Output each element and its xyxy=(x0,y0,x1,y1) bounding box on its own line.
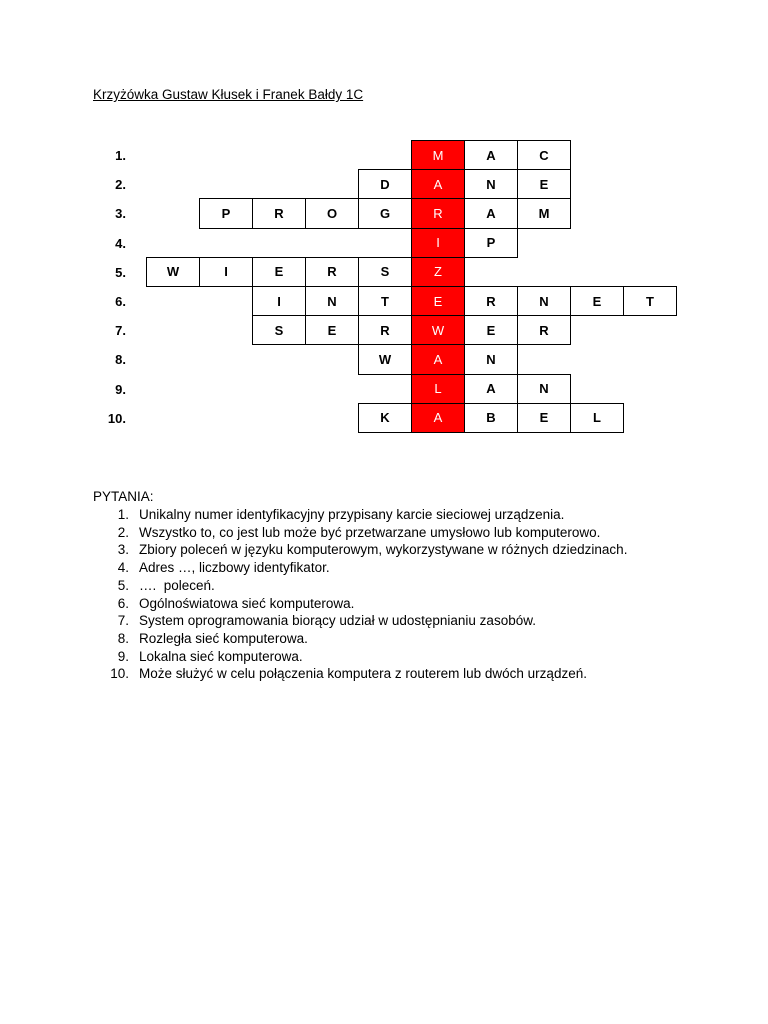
crossword-cell: P xyxy=(464,228,518,258)
crossword-key-cell: L xyxy=(411,374,465,404)
question-number: 2. xyxy=(117,524,129,540)
question-item xyxy=(93,506,627,524)
crossword-key-cell: A xyxy=(411,344,465,374)
crossword-cell: R xyxy=(252,198,306,228)
crossword-cell: R xyxy=(305,257,359,287)
crossword-cell: E xyxy=(517,169,571,199)
question-number: 8. xyxy=(117,630,129,646)
question-text: …. poleceń. xyxy=(139,577,215,593)
row-number: 2. xyxy=(115,177,126,193)
question-item xyxy=(93,577,627,595)
crossword-cell: E xyxy=(252,257,306,287)
question-text: Wszystko to, co jest lub może być przetwarzane umysłowo lub komputerowo. xyxy=(139,524,601,540)
crossword-cell: G xyxy=(358,198,412,228)
crossword-cell: E xyxy=(464,315,518,345)
crossword-cell: R xyxy=(464,286,518,316)
question-number: 10. xyxy=(110,666,129,682)
question-item xyxy=(93,648,627,666)
crossword-key-cell: I xyxy=(411,228,465,258)
crossword-cell: C xyxy=(517,140,571,170)
crossword-cell: R xyxy=(358,315,412,345)
crossword-cell: O xyxy=(305,198,359,228)
row-number: 6. xyxy=(115,294,126,309)
crossword-key-cell: R xyxy=(411,198,465,228)
row-number: 1. xyxy=(115,148,126,163)
question-number: 4. xyxy=(117,560,129,576)
question-text: Może służyć w celu połączenia komputera z routerem lub dwóch urządzeń. xyxy=(139,666,587,682)
row-number: 5. xyxy=(115,264,126,280)
row-number: 7. xyxy=(115,323,126,339)
crossword-cell: T xyxy=(623,286,677,316)
crossword-cell: W xyxy=(146,257,200,287)
question-list xyxy=(93,506,627,683)
question-number: 1. xyxy=(117,507,129,522)
row-number: 4. xyxy=(115,235,126,251)
crossword-key-cell: M xyxy=(411,140,465,170)
question-text: System oprogramowania biorący udział w udostępnianiu zasobów. xyxy=(139,613,536,629)
question-item xyxy=(93,559,627,577)
crossword-cell: S xyxy=(358,257,412,287)
row-number: 10. xyxy=(107,410,126,426)
question-item xyxy=(93,595,627,613)
crossword-grid xyxy=(0,0,768,460)
row-number: 3. xyxy=(115,206,126,222)
crossword-cell: K xyxy=(358,403,412,433)
crossword-cell: D xyxy=(358,169,412,199)
crossword-cell: T xyxy=(358,286,412,316)
crossword-cell: B xyxy=(464,403,518,433)
crossword-cell: A xyxy=(464,374,518,404)
questions-section xyxy=(93,488,627,683)
question-number: 9. xyxy=(117,648,129,664)
crossword-cell: E xyxy=(570,286,624,316)
crossword-key-cell: W xyxy=(411,315,465,345)
crossword-cell: E xyxy=(517,403,571,433)
crossword-cell: A xyxy=(464,140,518,170)
crossword-key-cell: A xyxy=(411,169,465,199)
questions-heading: PYTANIA: xyxy=(93,489,154,504)
question-item xyxy=(93,524,627,542)
question-number: 3. xyxy=(117,542,129,558)
question-item xyxy=(93,630,627,648)
crossword-cell: E xyxy=(305,315,359,345)
question-text: Ogólnoświatowa sieć komputerowa. xyxy=(139,595,355,611)
question-number: 5. xyxy=(117,577,129,593)
crossword-cell: I xyxy=(199,257,253,287)
crossword-key-cell: Z xyxy=(411,257,465,287)
question-text: Lokalna sieć komputerowa. xyxy=(139,648,303,664)
row-number: 8. xyxy=(115,352,126,368)
question-text: Rozległa sieć komputerowa. xyxy=(139,630,308,646)
crossword-cell: N xyxy=(464,169,518,199)
question-item xyxy=(93,612,627,630)
crossword-cell: I xyxy=(252,286,306,316)
question-number: 7. xyxy=(117,613,129,629)
crossword-cell: A xyxy=(464,198,518,228)
question-text: Adres …, liczbowy identyfikator. xyxy=(139,560,330,576)
crossword-cell: N xyxy=(305,286,359,316)
crossword-key-cell: E xyxy=(411,286,465,316)
crossword-cell: L xyxy=(570,403,624,433)
page-title: Krzyżówka Gustaw Kłusek i Franek Bałdy 1C xyxy=(93,87,364,102)
question-item xyxy=(93,665,627,683)
crossword-cell: N xyxy=(517,286,571,316)
question-text: Zbiory poleceń w języku komputerowym, wykorzystywane w różnych dziedzinach. xyxy=(139,542,628,558)
crossword-cell: N xyxy=(517,374,571,404)
crossword-cell: N xyxy=(464,344,518,374)
question-number: 6. xyxy=(117,595,129,611)
question-item xyxy=(93,541,627,559)
question-text: Unikalny numer identyfikacyjny przypisany karcie sieciowej urządzenia. xyxy=(139,507,565,522)
crossword-cell: W xyxy=(358,344,412,374)
crossword-cell: P xyxy=(199,198,253,228)
crossword-cell: S xyxy=(252,315,306,345)
crossword-cell: R xyxy=(517,315,571,345)
crossword-cell: M xyxy=(517,198,571,228)
crossword-key-cell: A xyxy=(411,403,465,433)
row-number: 9. xyxy=(115,381,126,397)
